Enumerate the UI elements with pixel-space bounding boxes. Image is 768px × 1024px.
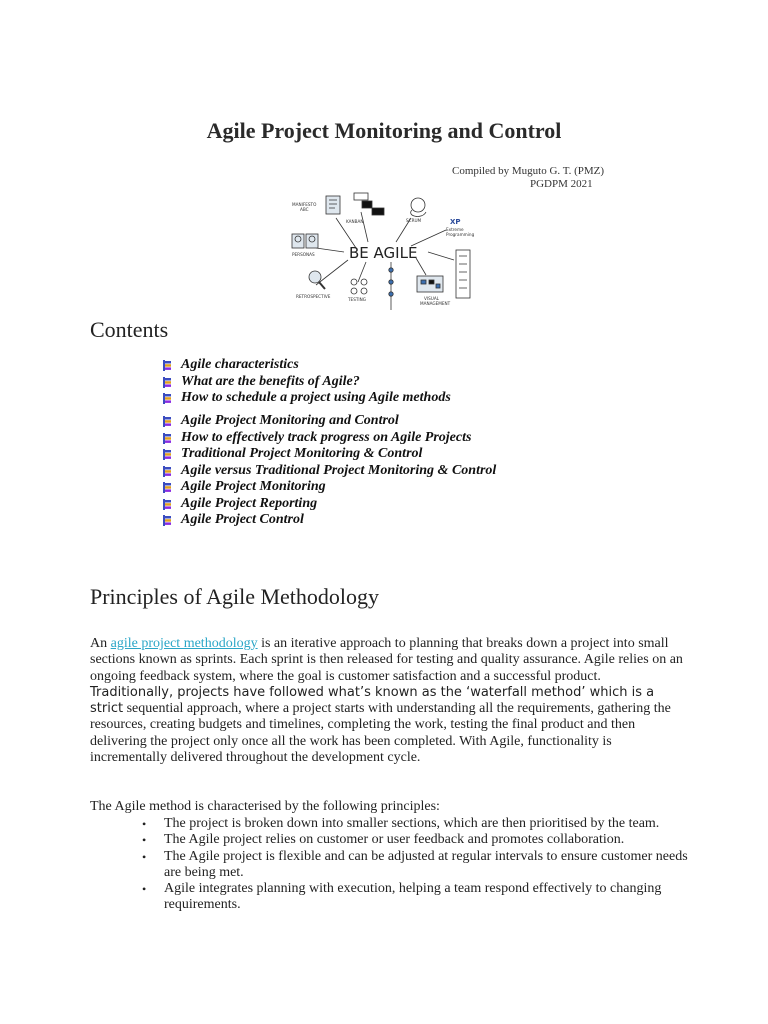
contents-item <box>160 479 496 496</box>
contents-item <box>160 430 496 447</box>
label-kanban: KANBAN <box>346 219 364 224</box>
stacked-bullet-icon <box>160 449 172 460</box>
agile-methodology-link[interactable]: agile project methodology <box>110 636 258 651</box>
principle-item <box>138 849 698 882</box>
contents-item-label: Traditional Project Monitoring & Control <box>181 446 423 461</box>
contents-item <box>160 374 451 391</box>
label-xp-extreme: Extreme <box>446 227 464 232</box>
principle-item <box>138 816 698 832</box>
contents-item-label: Agile characteristics <box>181 357 299 372</box>
principle-item-text: The project is broken down into smaller sections, which are then prioritised by the team. <box>164 816 660 831</box>
bullet-dot-icon: • <box>142 849 147 864</box>
contents-item-label: Agile Project Control <box>181 512 304 527</box>
contents-item-label: Agile versus Traditional Project Monitoring & Control <box>181 462 497 478</box>
label-personas: PERSONAS <box>292 252 315 257</box>
label-retrospective: RETROSPECTIVE <box>296 294 331 299</box>
p1-traditional-text: Traditionally, projects have followed what’s known as the ‘waterfall method’ which is a strict <box>90 684 655 717</box>
stacked-bullet-icon <box>160 393 172 404</box>
contents-item-label: What are the benefits of Agile? <box>181 373 360 389</box>
principles-intro: The Agile method is characterised by the following principles: <box>90 799 440 814</box>
contents-list-group-1 <box>160 357 451 407</box>
label-xp: XP <box>450 218 461 226</box>
label-scrum: SCRUM <box>406 218 422 223</box>
stacked-bullet-icon <box>160 482 172 493</box>
principles-list <box>138 816 698 914</box>
contents-item-label: Agile Project Monitoring and Control <box>181 413 399 428</box>
stacked-bullet-icon <box>160 499 172 510</box>
stacked-bullet-icon <box>160 360 172 371</box>
principle-item-text: The Agile project relies on customer or user feedback and promotes collaboration. <box>164 832 625 848</box>
credit-line-program: PGDPM 2021 <box>530 178 593 190</box>
principle-item <box>138 881 698 914</box>
contents-item <box>160 463 496 480</box>
bullet-dot-icon: • <box>142 833 147 848</box>
contents-item-label: How to schedule a project using Agile methods <box>181 390 451 405</box>
stacked-bullet-icon <box>160 515 172 526</box>
contents-item-label: How to effectively track progress on Agile Projects <box>181 429 472 445</box>
bullet-dot-icon: • <box>142 817 147 831</box>
stacked-bullet-icon <box>160 416 172 427</box>
document-title: Agile Project Monitoring and Control <box>206 118 562 143</box>
author-credit <box>452 165 604 191</box>
label-manifesto: MANIFESTO <box>292 202 317 207</box>
contents-list-group-2 <box>160 413 496 529</box>
p1-traditional-rest-text: sequential approach, where a project starts with understanding all the requirements, gathering the resources, creating budgets and timelines, completing the work, testing the final product and then delivering the project only once all the work has been completed. With Agile, functionality is incrementally delivered throughout the development cycle. <box>90 701 671 766</box>
principle-item <box>138 832 698 848</box>
contents-item-label: Agile Project Reporting <box>181 495 318 511</box>
stacked-bullet-icon <box>160 377 172 388</box>
label-testing: TESTING <box>348 297 367 302</box>
principle-item-text: Agile integrates planning with execution, helping a team respond effectively to changing requirements. <box>164 881 662 913</box>
p1-rest-text: is an iterative approach to planning that breaks down a project into small sections known as sprints. Each sprint is then released for testing and quality assurance. Agile relies on an ongoing feedback system, where the goal is customer satisfaction and a successful product. <box>90 636 683 684</box>
label-visual: VISUAL <box>424 296 440 301</box>
contents-item <box>160 512 496 529</box>
contents-heading: Contents <box>90 317 169 342</box>
be-agile-center-text: BE AGILE <box>349 244 418 262</box>
bullet-dot-icon: • <box>142 882 147 897</box>
principle-item-text: The Agile project is flexible and can be adjusted at regular intervals to ensure customer needs are being met. <box>164 848 688 880</box>
contents-item <box>160 446 496 463</box>
contents-item-label: Agile Project Monitoring <box>181 479 326 494</box>
stacked-bullet-icon <box>160 433 172 444</box>
p1-start-text: An <box>90 636 111 651</box>
contents-item <box>160 413 496 430</box>
principles-heading: Principles of Agile Methodology <box>90 584 380 609</box>
contents-item <box>160 357 451 374</box>
principles-paragraph <box>90 636 690 766</box>
stacked-bullet-icon <box>160 466 172 477</box>
credit-line-author: Compiled by Muguto G. T. (PMZ) <box>452 165 605 177</box>
be-agile-illustration <box>286 190 482 320</box>
contents-item <box>160 390 451 407</box>
label-management: MANAGEMENT <box>420 301 451 306</box>
label-xp-programming: Programming <box>446 232 475 237</box>
label-manifesto-abc: ABC <box>300 207 309 212</box>
contents-item <box>160 496 496 513</box>
